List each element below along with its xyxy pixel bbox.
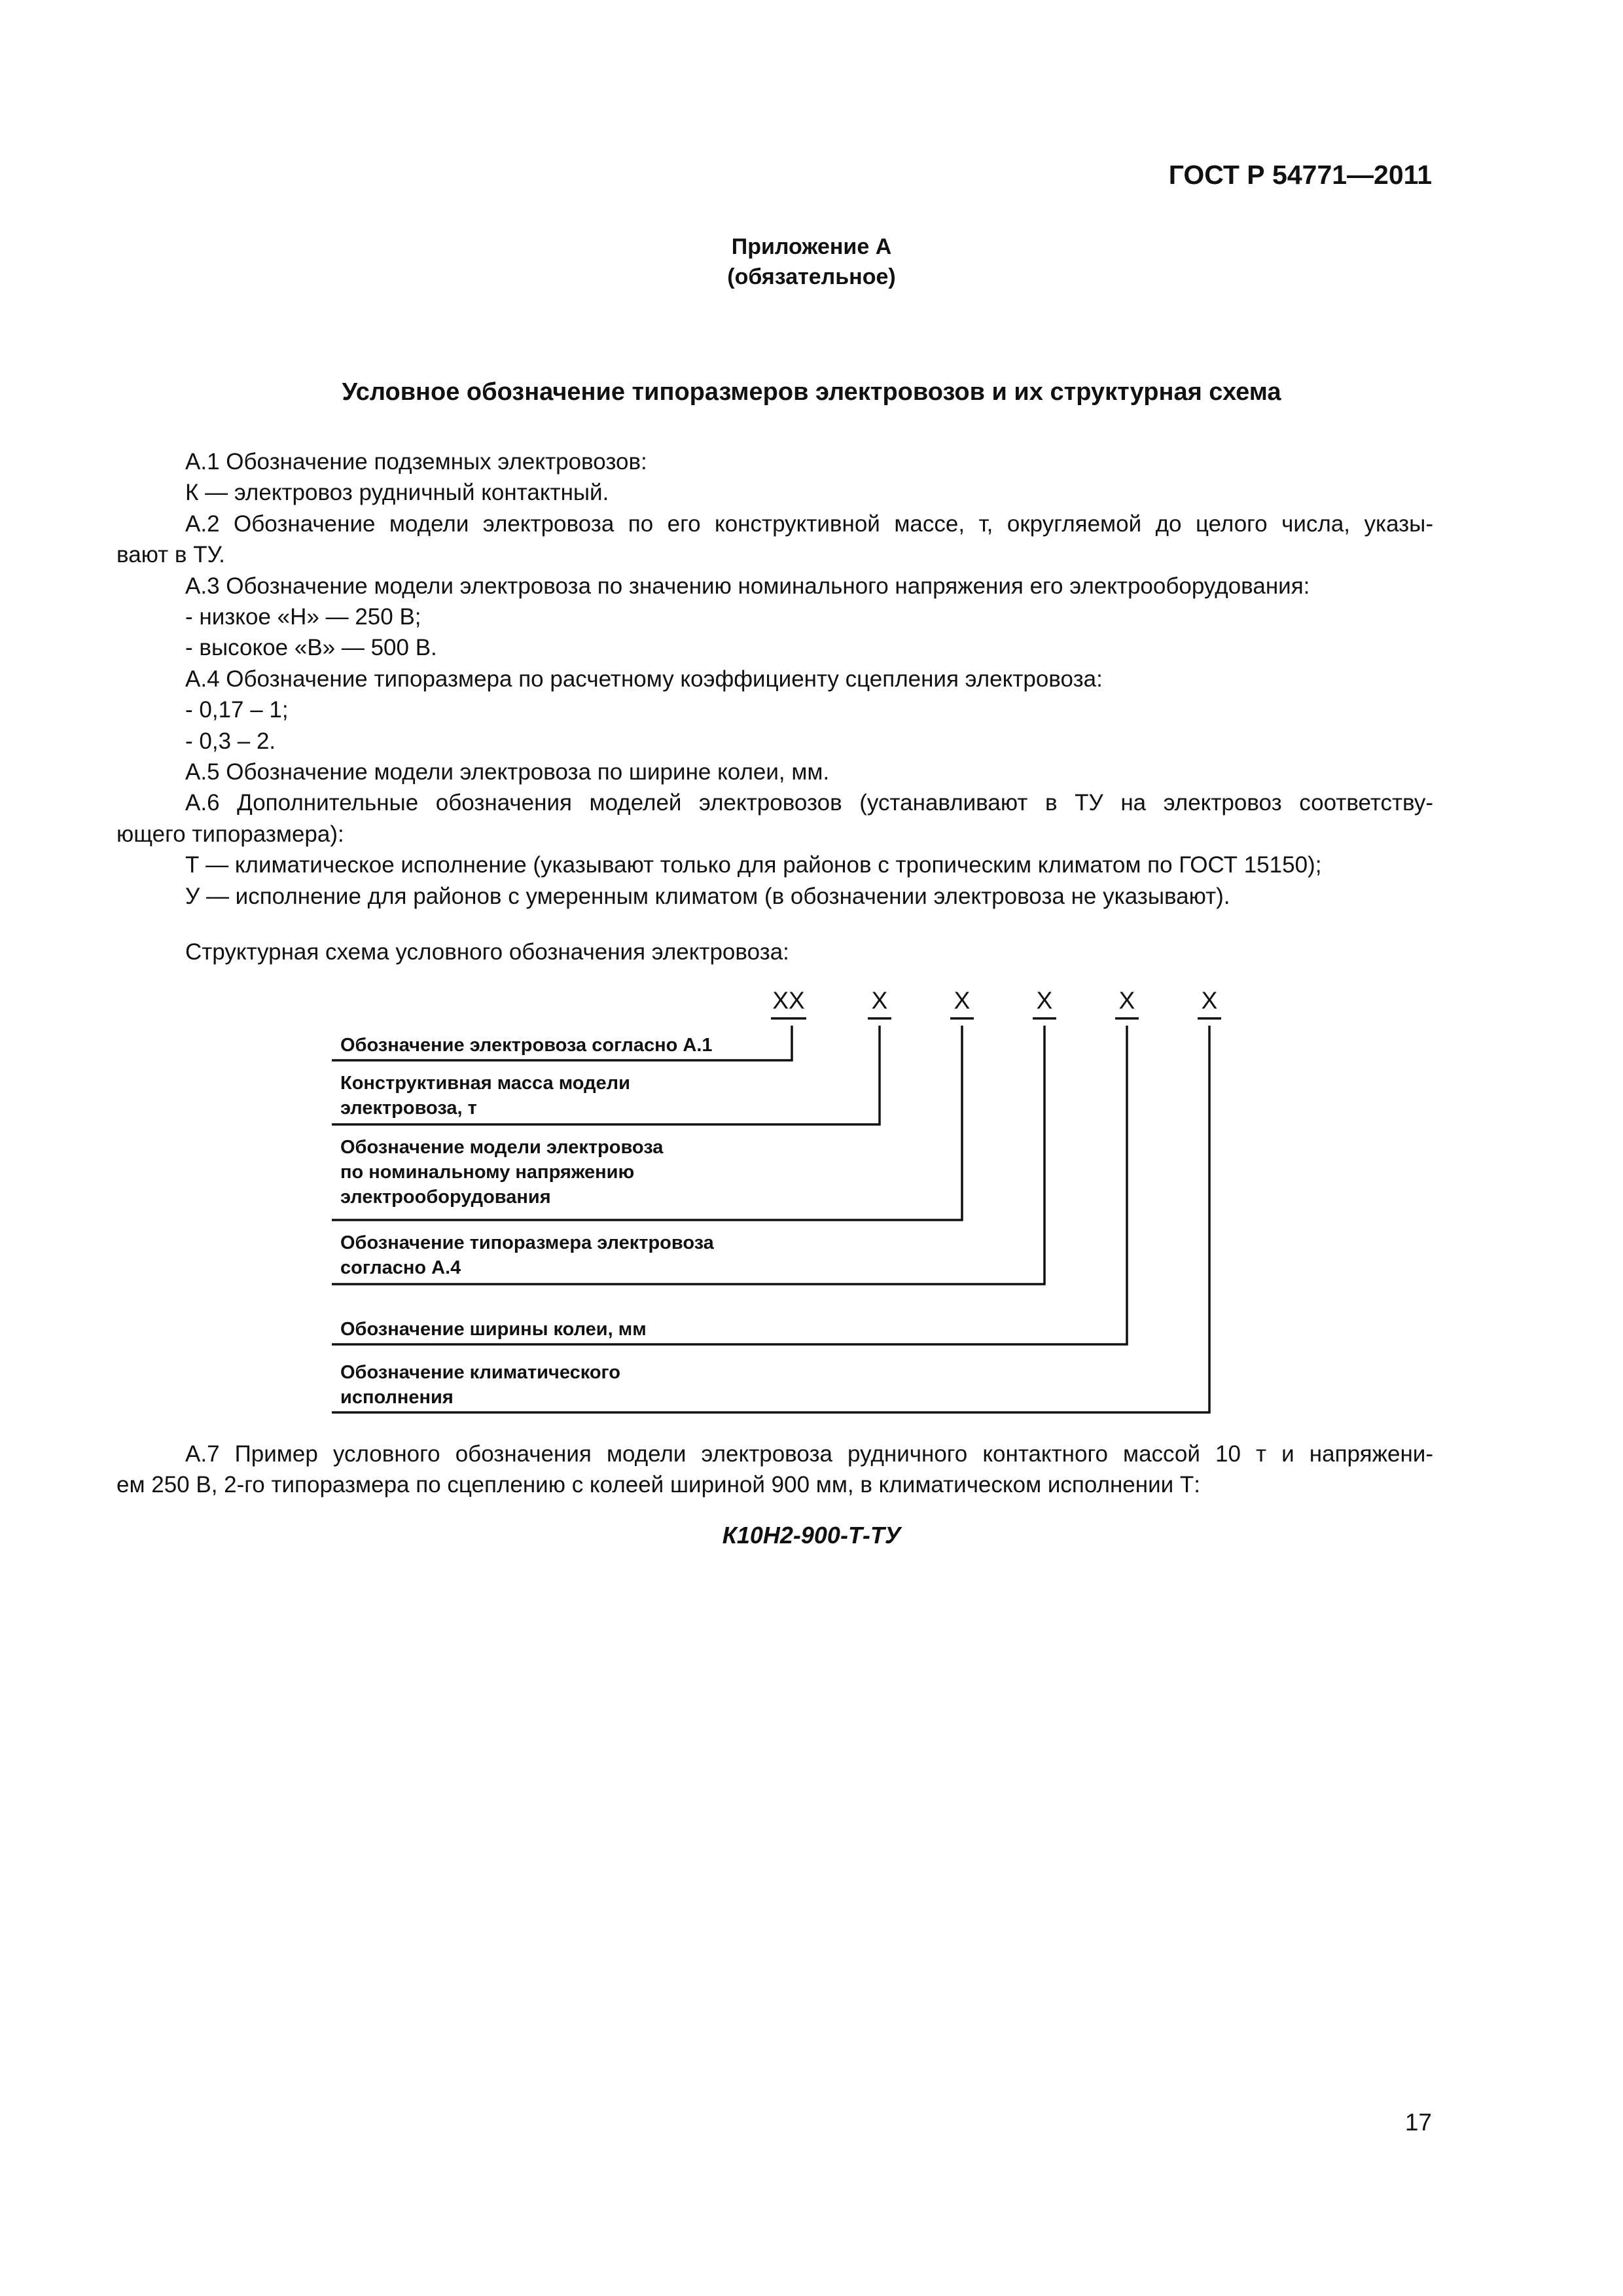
scheme-label-designation: Обозначение электровоза согласно А.1: [340, 1035, 713, 1056]
paragraph-a1-k: К — электровоз рудничный контактный.: [185, 480, 609, 506]
paragraph-a5: А.5 Обозначение модели электровоза по ширине колеи, мм.: [185, 759, 830, 785]
paragraph-a6-line1: А.6 Дополнительные обозначения моделей электровозов (устанавливают в ТУ на электровоз соответству-: [185, 790, 1433, 816]
list-item-coefficient-2: - 0,3 – 2.: [185, 728, 276, 754]
example-model-designation: К10Н2-900-Т-ТУ: [722, 1522, 901, 1549]
scheme-label-climate: Обозначение климатического исполнения: [340, 1362, 620, 1408]
paragraph-a6-line2: ющего типоразмера):: [116, 821, 344, 847]
code-extra: Х: [1201, 987, 1218, 1014]
code-voltage: Х: [871, 987, 888, 1014]
code-type-size: Х: [954, 987, 971, 1014]
list-item-low-voltage: - низкое «Н» — 250 В;: [185, 604, 421, 630]
page-number: 17: [1404, 2109, 1432, 2136]
section-title: Условное обозначение типоразмеров электровозов и их структурная схема: [342, 378, 1281, 406]
list-item-coefficient-1: - 0,17 – 1;: [185, 697, 289, 723]
scheme-label-type-size: Обозначение типоразмера электровоза согласно А.4: [340, 1232, 714, 1278]
paragraph-a4: А.4 Обозначение типоразмера по расчетному коэффициенту сцепления электровоза:: [185, 666, 1103, 692]
example-line1: А.7 Пример условного обозначения модели электровоза рудничного контактного массой 10 т и напряжени-: [185, 1441, 1433, 1467]
example-line2: ем 250 В, 2-го типоразмера по сцеплению с колеей шириной 900 мм, в климатическом исполнении Т:: [116, 1472, 1201, 1498]
paragraph-a2-line2: вают в ТУ.: [116, 542, 225, 568]
example-paragraph: [116, 1439, 1433, 1501]
code-mass-digits: ХХ: [772, 987, 805, 1014]
scheme-label-mass: Конструктивная масса модели электровоза, т: [340, 1073, 630, 1119]
paragraph-a6-u: У — исполнение для районов с умеренным климатом (в обозначении электровоза не указывают).: [185, 883, 1230, 909]
paragraph-a1: А.1 Обозначение подземных электровозов:: [185, 449, 647, 475]
paragraph-a3: А.3 Обозначение модели электровоза по значению номинального напряжения его электрооборудования:: [185, 573, 1310, 599]
scheme-label-gauge: Обозначение ширины колеи, мм: [340, 1319, 647, 1340]
paragraph-a6-t: Т — климатическое исполнение (указывают только для районов с тропическим климатом по ГОСТ 15150);: [185, 852, 1322, 878]
code-gauge: Х: [1036, 987, 1053, 1014]
code-climate: Х: [1118, 987, 1135, 1014]
scheme-label-voltage: Обозначение модели электровоза по номинальному напряжению электрооборудования: [340, 1137, 664, 1208]
document-designation: ГОСТ Р 54771—2011: [1168, 160, 1432, 190]
scheme-intro: Структурная схема условного обозначения электровоза:: [185, 939, 789, 965]
appendix-title: Приложение А: [731, 234, 892, 259]
paragraph-a2-line1: А.2 Обозначение модели электровоза по его конструктивной массе, т, округляемой до целого числа, указы-: [185, 511, 1433, 537]
list-item-high-voltage: - высокое «В» — 500 В.: [185, 635, 437, 661]
appendix-status: (обязательное): [727, 264, 896, 289]
